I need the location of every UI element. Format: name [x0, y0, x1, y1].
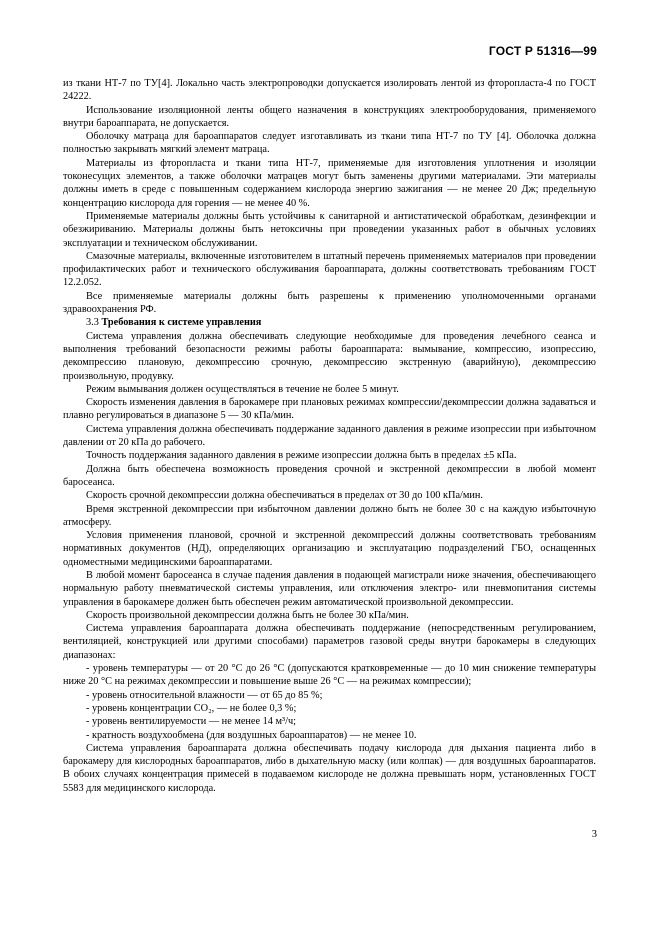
paragraph: Применяемые материалы должны быть устойчивы к санитарной и антистатической обработкам, дезинфекции и обезжириванию. Материалы должны быть нетоксичны при проведении указанных работ в обычных условиях эксплуатации и техническом обслуживании. [63, 210, 596, 249]
list-item: - уровень относительной влажности — от 65 до 85 %; [86, 689, 323, 701]
list-item: - уровень концентрации СО₂, — не более 0,3 %; [86, 702, 297, 714]
paragraph: из ткани НТ-7 по ТУ[4]. Локально часть электропроводки допускается изолировать лентой из фторопласта-4 по ГОСТ 24222. [63, 78, 596, 103]
paragraph: Режим вымывания должен осуществляться в течение не более 5 минут. [86, 383, 399, 395]
page-number: 3 [591, 829, 597, 840]
paragraph: Смазочные материалы, включенные изготовителем в штатный перечень применяемых материалов при проведении профилактических работ и технического обслуживания бароаппарата, должны соответствовать требованиям ГОСТ 12.2.052. [63, 250, 596, 289]
document-body [63, 77, 596, 795]
paragraph: Точность поддержания заданного давления в режиме изопрессии должна быть в пределах ±5 кПа. [86, 450, 517, 462]
paragraph: Система управления должна обеспечивать поддержание заданного давления в режиме изопрессии при избыточном давлении от 20 кПа до рабочего. [63, 423, 596, 449]
paragraph: Должна быть обеспечена возможность проведения срочной и экстренной декомпрессии в любой момент баросеанса. [63, 463, 596, 488]
paragraph: Скорость изменения давления в барокамере при плановых режимах компрессии/декомпрессии должна задаваться и плавно регулироваться в диапазоне 5 — 30 кПа/мин. [63, 397, 596, 422]
paragraph: Система управления бароаппарата должна обеспечивать подачу кислорода для дыхания пациента либо в барокамеру для кислородных бароаппаратов, либо в дыхательную маску (или колпак) — для воздушных бароаппаратов. В обоих случаях концентрация примесей в подаваемом кислороде не должна превышать норм, установленных ГОСТ 5583 для медицинского кислорода. [63, 742, 596, 794]
list-item: - кратность воздухообмена (для воздушных бароаппаратов) — не менее 10. [86, 729, 417, 741]
paragraph: Скорость произвольной декомпрессии должна быть не более 30 кПа/мин. [86, 609, 409, 621]
section-number: 3.3 [86, 317, 99, 329]
paragraph: Система управления должна обеспечивать следующие необходимые для проведения лечебного сеанса и выполнения требований безопасности режимы работы бароаппарата: вымывание, компрессию, изопрессию, декомпрессию плановую, декомпрессию срочную, декомпрессию экстренную (аварийную), декомпрессию произвольную, продувку. [63, 330, 596, 382]
list-item: - уровень вентилируемости — не менее 14 м³/ч; [86, 716, 297, 728]
paragraph: Использование изоляционной ленты общего назначения в конструкциях электрооборудования, применяемого внутри бароаппарата, не допускается. [63, 104, 596, 129]
section-heading [63, 316, 596, 329]
document-id-header: ГОСТ Р 51316—99 [488, 44, 597, 58]
paragraph: Время экстренной декомпрессии при избыточном давлении должно быть не более 30 с на каждую избыточную атмосферу. [63, 503, 596, 528]
paragraph: Система управления бароаппарата должна обеспечивать поддержание (непосредственным регулированием, вентиляцией, конструкцией или другими способами) параметров газовой среды внутри барокамеры в следующих диапазонах: [63, 623, 596, 661]
paragraph: Скорость срочной декомпрессии должна обеспечиваться в пределах от 30 до 100 кПа/мин. [86, 490, 484, 502]
paragraph: Материалы из фторопласта и ткани типа НТ-7, применяемые для изготовления уплотнения и изоляции токонесущих элементов, а также оболочки матрацев могут быть заменены другими материалами. Эти материалы должны иметь в среде с повышенным содержанием кислорода энергию зажигания — не менее 20 Дж; предельную концентрацию кислорода для горения — не менее 40 %. [63, 157, 596, 209]
list-item: - уровень температуры — от 20 °С до 26 °С (допускаются кратковременные — до 10 мин снижение температуры ниже 20 °С на режимах декомпрессии и повышение выше 26 °С — на режимах компрессии); [63, 663, 596, 688]
paragraph: Все применяемые материалы должны быть разрешены к применению уполномоченными органами здравоохранения РФ. [63, 290, 596, 316]
paragraph: В любой момент баросеанса в случае падения давления в подающей магистрали ниже значения, обеспечивающего нормальную работу пневматической системы управления, или отключения электро- или пневмопитания системы управления в барокамере должен быть обеспечен режим автоматической произвольной декомпрессии. [63, 569, 596, 608]
paragraph: Условия применения плановой, срочной и экстренной декомпрессий должны соответствовать требованиям нормативных документов (НД), определяющих организацию и эксплуатацию подразделений ГБО, оснащенных одноместными медицинскими бароаппаратами. [63, 530, 596, 568]
paragraph: Оболочку матраца для бароаппаратов следует изготавливать из ткани типа НТ-7 по ТУ [4]. Оболочка должна полностью закрывать мягкий элемент матраца. [63, 131, 596, 156]
section-title: Требования к системе управления [101, 317, 262, 329]
